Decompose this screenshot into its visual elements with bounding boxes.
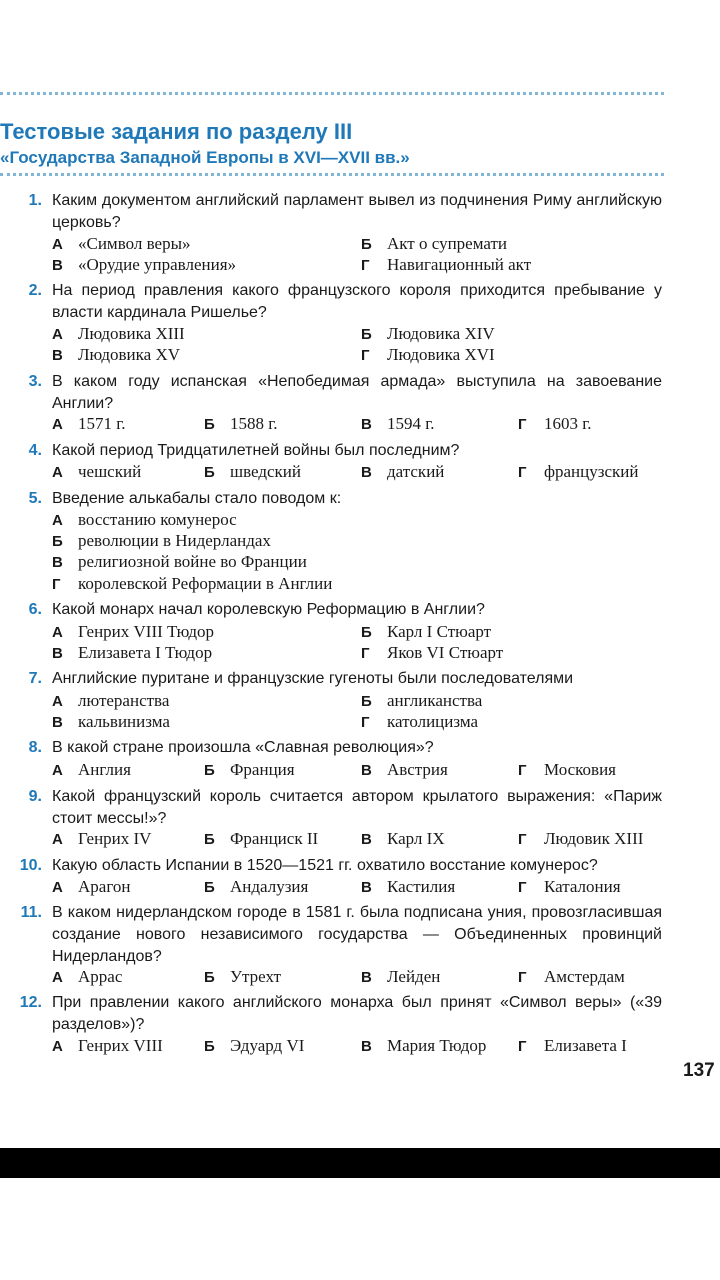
option-letter: Г	[361, 714, 370, 731]
option-letter: Б	[204, 1038, 215, 1055]
question-number: 2.	[28, 282, 42, 299]
option-letter: А	[52, 879, 63, 896]
option-letter: Г	[361, 347, 370, 364]
answer-option	[52, 254, 236, 276]
option-letter: Г	[518, 762, 527, 779]
option-letter: А	[52, 464, 63, 481]
option-text: французский	[544, 462, 639, 481]
option-text: Аррас	[78, 967, 123, 986]
option-text: Навигационный акт	[387, 255, 532, 274]
question-text: Какой период Тридцатилетней войны был последним?	[52, 442, 460, 459]
option-letter: Б	[361, 326, 372, 343]
option-letter: Б	[204, 879, 215, 896]
option-text: Людовика XIII	[78, 324, 185, 343]
option-letter: Б	[361, 236, 372, 253]
answer-option	[52, 828, 151, 850]
option-letter: Б	[361, 693, 372, 710]
option-letter: В	[361, 1038, 372, 1055]
option-text: Карл I Стюарт	[387, 622, 492, 641]
option-text: Генрих VIII	[78, 1036, 163, 1055]
option-text: англиканства	[387, 691, 483, 710]
answer-option	[52, 759, 131, 781]
answer-option	[52, 966, 122, 988]
option-letter: В	[361, 464, 372, 481]
answer-option	[52, 551, 307, 573]
bottom-black-bar	[0, 1148, 720, 1178]
option-letter: Г	[361, 257, 370, 274]
answer-option	[52, 1035, 163, 1057]
option-text: Франциск II	[230, 829, 319, 848]
answer-option	[361, 828, 445, 850]
question-text: Каким документом английский парламент вывел из подчинения Риму английскую церковь?	[52, 192, 662, 231]
answer-option	[361, 461, 444, 483]
option-letter: Б	[204, 416, 215, 433]
option-text: Австрия	[387, 760, 448, 779]
question-text: Какой монарх начал королевскую Реформацию в Англии?	[52, 601, 485, 618]
question-number: 5.	[28, 490, 42, 507]
option-text: Андалузия	[230, 877, 309, 896]
option-text: 1594 г.	[387, 414, 435, 433]
answer-option	[361, 323, 495, 345]
option-letter: А	[52, 624, 63, 641]
option-text: «Орудие управления»	[78, 255, 237, 274]
option-letter: А	[52, 969, 63, 986]
answer-option	[518, 461, 638, 483]
section-subtitle: «Государства Западной Европы в XVI—XVII вв.»	[0, 148, 410, 167]
option-text: Кастилия	[387, 877, 456, 896]
option-letter: Г	[518, 879, 527, 896]
option-letter: В	[361, 879, 372, 896]
answer-option	[361, 966, 440, 988]
option-text: 1603 г.	[544, 414, 592, 433]
option-letter: А	[52, 326, 63, 343]
question-text: В каком нидерландском городе в 1581 г. была подписана уния, провозгласившая создание нового независимого государства — Объединенных провинций Нидерландов?	[52, 904, 662, 965]
option-text: Утрехт	[230, 967, 281, 986]
option-text: религиозной войне во Франции	[78, 552, 307, 571]
option-letter: Г	[518, 831, 527, 848]
answer-option	[361, 642, 503, 664]
answer-option	[361, 344, 495, 366]
option-text: Карл IX	[387, 829, 445, 848]
answer-option	[518, 828, 643, 850]
option-letter: В	[52, 257, 63, 274]
option-text: Людовик XIII	[544, 829, 644, 848]
question-number: 7.	[28, 670, 42, 687]
option-letter: Б	[204, 464, 215, 481]
option-letter: А	[52, 236, 63, 253]
answer-option	[52, 642, 212, 664]
option-letter: Б	[204, 969, 215, 986]
question-number: 3.	[28, 373, 42, 390]
answer-option	[361, 759, 448, 781]
option-text: восстанию комунерос	[78, 510, 237, 529]
option-text: Елизавета I	[544, 1036, 627, 1055]
option-letter: В	[52, 645, 63, 662]
answer-option	[52, 530, 271, 552]
option-text: Франция	[230, 760, 295, 779]
question-text: В каком году испанская «Непобедимая армада» выступила на завоевание Англии?	[52, 373, 662, 412]
answer-option	[52, 323, 185, 345]
option-text: чешский	[78, 462, 142, 481]
answer-option	[52, 690, 169, 712]
option-letter: В	[361, 416, 372, 433]
option-letter: В	[361, 969, 372, 986]
answer-option	[52, 233, 191, 255]
answer-option	[204, 876, 308, 898]
option-letter: Г	[518, 416, 527, 433]
answer-option	[52, 461, 141, 483]
answer-option	[518, 1035, 627, 1057]
question-text: Какой французский король считается автором крылатого выражения: «Париж стоит мессы!»?	[52, 788, 662, 827]
answer-option	[361, 621, 491, 643]
answer-option	[204, 413, 278, 435]
question-number: 9.	[28, 788, 42, 805]
option-text: Людовика XIV	[387, 324, 495, 343]
page-number: 137	[683, 1060, 715, 1081]
option-text: Людовика XVI	[387, 345, 495, 364]
option-text: революции в Нидерландах	[78, 531, 271, 550]
answer-option	[518, 413, 592, 435]
option-letter: Г	[518, 1038, 527, 1055]
answer-option	[361, 711, 478, 733]
answer-option	[52, 573, 332, 595]
answer-option	[204, 966, 281, 988]
option-text: лютеранства	[78, 691, 170, 710]
answer-option	[204, 461, 301, 483]
option-letter: Б	[52, 533, 63, 550]
option-text: шведский	[230, 462, 301, 481]
option-text: кальвинизма	[78, 712, 170, 731]
option-text: Арагон	[78, 877, 131, 896]
answer-option	[361, 876, 455, 898]
option-text: католицизма	[387, 712, 479, 731]
option-text: Амстердам	[544, 967, 625, 986]
answer-option	[361, 690, 482, 712]
answer-option	[52, 344, 180, 366]
question-text: При правлении какого английского монарха был принят «Символ веры» («39 разделов»)?	[52, 994, 662, 1033]
question-text: Английские пуритане и французские гугеноты были последователями	[52, 670, 574, 687]
answer-option	[361, 1035, 486, 1057]
option-letter: Б	[204, 831, 215, 848]
option-letter: А	[52, 831, 63, 848]
option-text: королевской Реформации в Англии	[78, 574, 333, 593]
option-text: Акт о супремати	[387, 234, 507, 253]
answer-option	[518, 966, 625, 988]
question-text: На период правления какого французского короля приходится пребывание у власти кардинала Ришелье?	[52, 282, 662, 321]
option-text: Генрих IV	[78, 829, 152, 848]
option-text: «Символ веры»	[78, 234, 191, 253]
option-letter: А	[52, 1038, 63, 1055]
question-number: 11.	[20, 904, 42, 921]
option-letter: А	[52, 512, 63, 529]
option-text: 1588 г.	[230, 414, 278, 433]
question-number: 10.	[19, 857, 42, 874]
option-letter: Г	[52, 576, 61, 593]
answer-option	[52, 413, 126, 435]
question-number: 12.	[19, 994, 42, 1011]
option-text: Лейден	[387, 967, 441, 986]
option-text: Яков VI Стюарт	[387, 643, 504, 662]
option-letter: А	[52, 693, 63, 710]
option-letter: А	[52, 762, 63, 779]
option-letter: А	[52, 416, 63, 433]
answer-option	[52, 509, 237, 531]
question-number: 1.	[28, 192, 42, 209]
answer-option	[204, 759, 295, 781]
answer-option	[361, 254, 531, 276]
option-letter: В	[52, 347, 63, 364]
question-number: 8.	[28, 739, 42, 756]
option-text: Мария Тюдор	[387, 1036, 487, 1055]
title-dotted-divider	[0, 173, 664, 176]
answer-option	[52, 621, 214, 643]
option-text: 1571 г.	[78, 414, 126, 433]
option-text: Генрих VIII Тюдор	[78, 622, 215, 641]
option-text: Елизавета I Тюдор	[78, 643, 213, 662]
answer-option	[361, 233, 507, 255]
top-dotted-divider	[0, 92, 664, 95]
option-letter: Г	[361, 645, 370, 662]
question-text: В какой стране произошла «Славная революция»?	[52, 739, 434, 756]
answer-option	[361, 413, 435, 435]
option-text: Эдуард VI	[230, 1036, 305, 1055]
option-text: Людовика XV	[78, 345, 180, 364]
option-letter: Г	[518, 969, 527, 986]
answer-option	[204, 1035, 304, 1057]
answer-option	[204, 828, 318, 850]
answer-option	[52, 711, 170, 733]
option-letter: Б	[361, 624, 372, 641]
answer-option	[518, 876, 621, 898]
question-text: Введение алькабалы стало поводом к:	[52, 490, 342, 507]
answer-option	[52, 876, 130, 898]
option-letter: В	[52, 554, 63, 571]
option-letter: В	[361, 831, 372, 848]
option-text: Англия	[78, 760, 131, 779]
option-text: Московия	[544, 760, 617, 779]
option-letter: Б	[204, 762, 215, 779]
option-letter: В	[52, 714, 63, 731]
question-number: 4.	[28, 442, 42, 459]
question-text: Какую область Испании в 1520—1521 гг. охватило восстание комунерос?	[52, 857, 598, 874]
option-letter: Г	[518, 464, 527, 481]
option-text: Каталония	[544, 877, 621, 896]
option-text: датский	[387, 462, 445, 481]
answer-option	[518, 759, 616, 781]
section-title: Тестовые задания по разделу III	[0, 119, 353, 144]
option-letter: В	[361, 762, 372, 779]
question-number: 6.	[28, 601, 42, 618]
